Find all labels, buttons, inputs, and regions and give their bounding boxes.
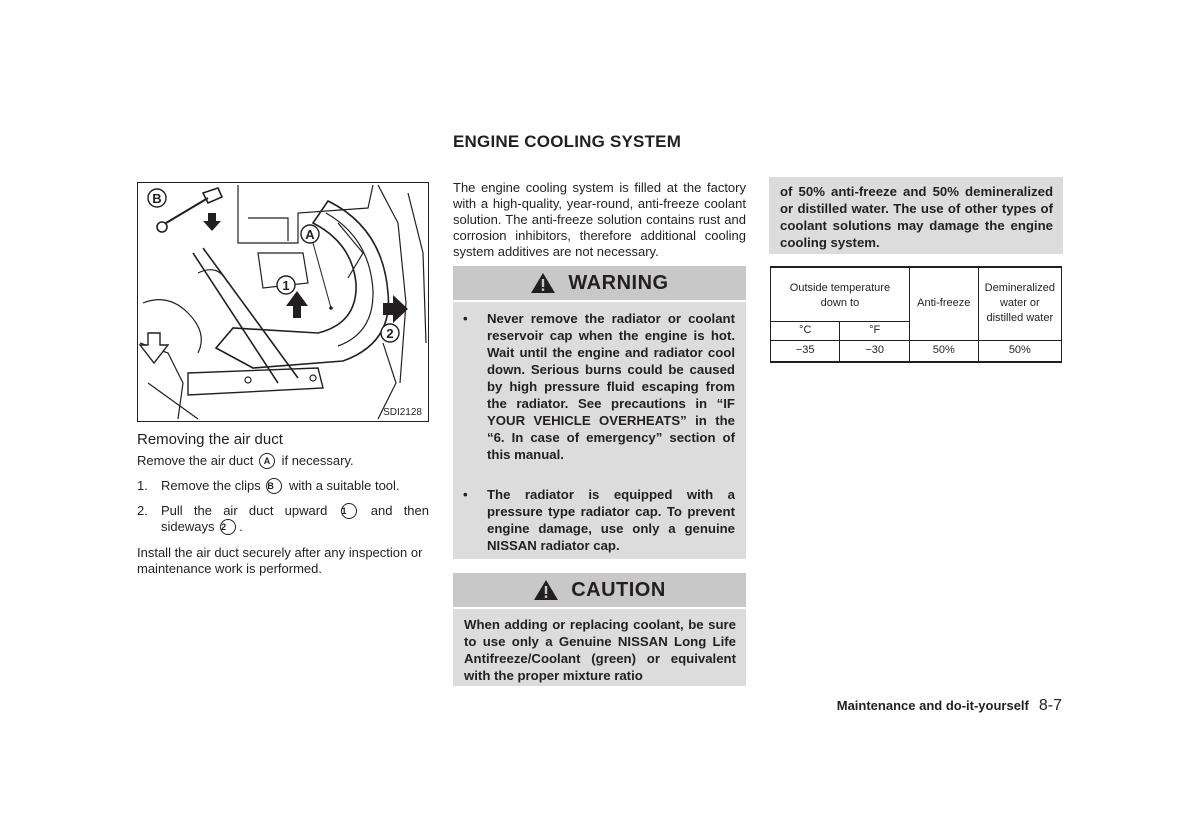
table-row [771, 340, 1062, 362]
caution-icon [533, 579, 559, 601]
figure-code: SDI2128 [383, 407, 422, 418]
callout-b: B [152, 191, 162, 206]
header-celsius: °C [771, 321, 840, 340]
warning-title: WARNING [568, 271, 669, 294]
header-fahrenheit: °F [840, 321, 909, 340]
header-antifreeze: Anti-freeze [909, 267, 978, 340]
callout-2-inline: 2 [220, 519, 236, 535]
callout-a-inline: A [259, 453, 275, 469]
cell-antifreeze: 50% [909, 340, 978, 362]
coolant-mixture-table [770, 266, 1062, 363]
install-note: Install the air duct securely after any inspection or maintenance work is performed. [137, 545, 423, 576]
warning-item: • Never remove the radiator or coolant reservoir cap when the engine is hot. Wait until the engine and radiator cool down. Serious burns could be caused by high pressure fluid escaping from the radiator. See precautions in “IF YOUR VEHICLE OVERHEATS” in the “6. In case of emergency” section of this manual. [463, 311, 735, 462]
caution-body: When adding or replacing coolant, be sure to use only a Genuine NISSAN Long Life Antifreeze/Coolant (green) or equivalent with the proper mixture ratio [453, 609, 746, 686]
warning-header [453, 266, 746, 300]
subheading: Removing the air duct [137, 431, 283, 448]
intro-paragraph: The engine cooling system is filled at the factory with a high-quality, year-round, anti-freeze coolant solution. The anti-freeze solution contains rust and corrosion inhibitors, therefore additional cooling system additives are not necessary. [453, 180, 746, 259]
warning-body [453, 302, 746, 559]
header-outside-temp: Outside temperature down to [771, 267, 910, 321]
air-duct-illustration [137, 182, 429, 422]
callout-1: 1 [282, 278, 290, 293]
callout-2: 2 [386, 326, 394, 341]
engine-bay-drawing [138, 183, 428, 421]
caution-title: CAUTION [571, 578, 666, 601]
callout-b-inline: B [266, 478, 282, 494]
callout-1-inline: 1 [341, 503, 357, 519]
warning-item: • The radiator is equipped with a pressure type radiator cap. To prevent engine damage, use only a genuine NISSAN radiator cap. [463, 487, 735, 553]
callout-a: A [305, 227, 315, 242]
page-number: 8-7 [1038, 697, 1062, 714]
remove-instruction: Remove the air duct A if necessary. [137, 453, 354, 468]
step-1: 1. Remove the clips B with a suitable tool. [137, 478, 400, 493]
step-2: 2. Pull the air duct upward 1 and then sideways 2 . [137, 503, 429, 534]
footer-section: Maintenance and do-it-yourself [836, 698, 1029, 713]
caution-continued: of 50% anti-freeze and 50% demineralized or distilled water. The use of other types of coolant solutions may damage the engine cooling system. [769, 177, 1063, 254]
section-heading: ENGINE COOLING SYSTEM [453, 132, 682, 151]
cell-fahrenheit: −30 [840, 340, 909, 362]
cell-celsius: −35 [771, 340, 840, 362]
page-footer [837, 697, 1062, 715]
caution-header [453, 573, 746, 607]
warning-icon [530, 272, 556, 294]
header-water: Demineralized water or distilled water [978, 267, 1061, 340]
cell-water: 50% [978, 340, 1061, 362]
